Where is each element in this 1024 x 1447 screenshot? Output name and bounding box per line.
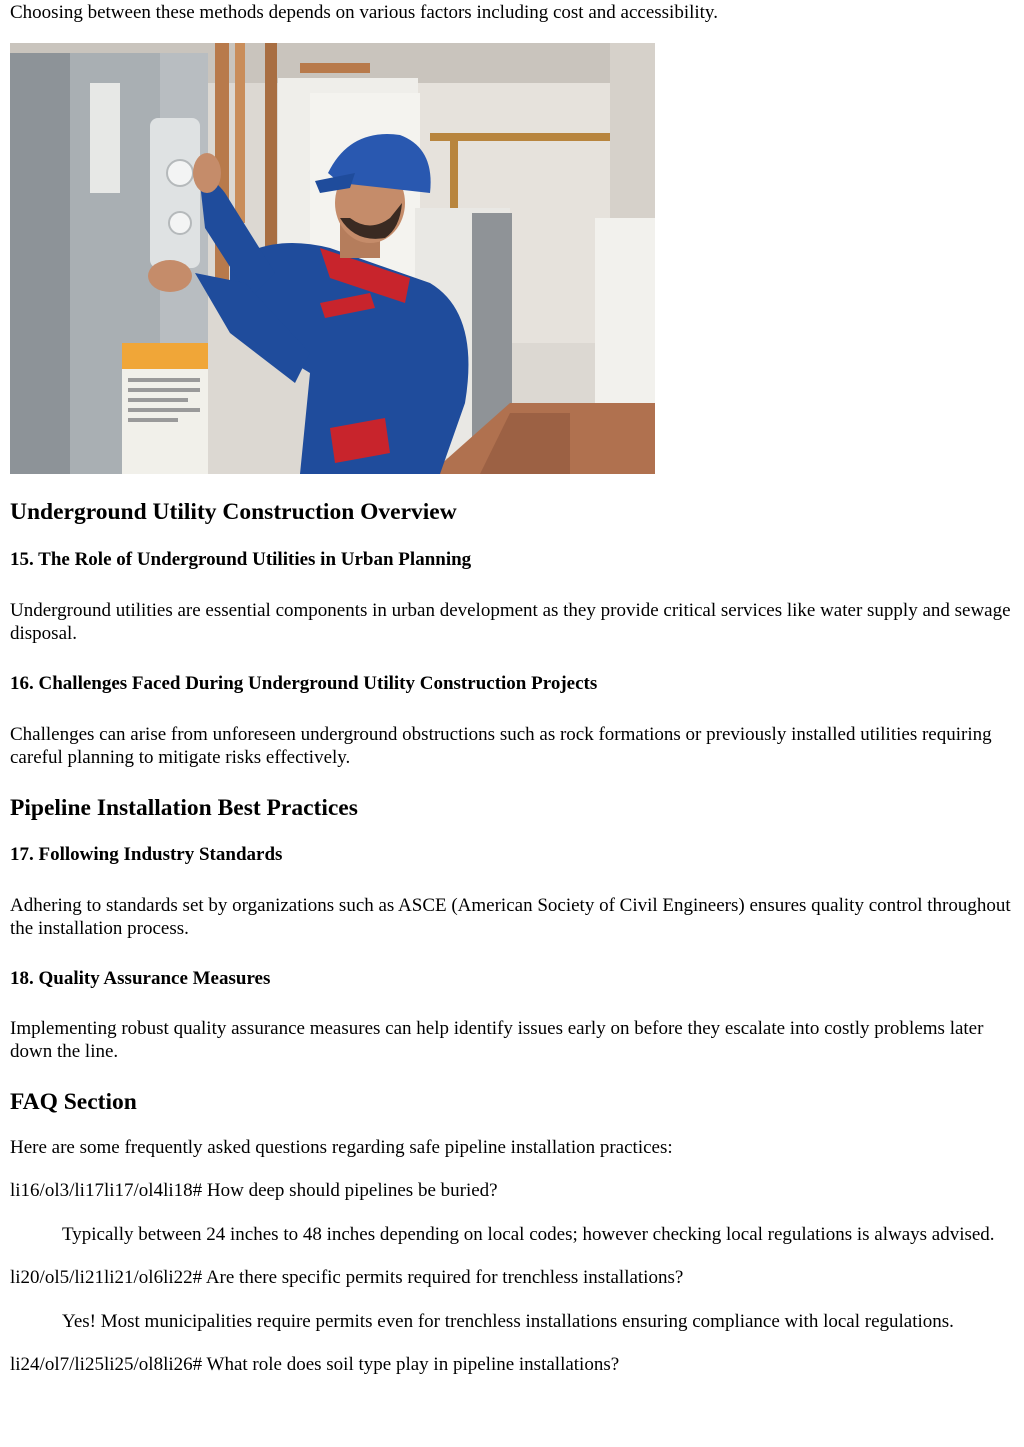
technician-water-heater-illustration [10,43,655,474]
subsection-title-18: 18. Quality Assurance Measures [10,968,271,989]
subsection-title-15: 15. The Role of Underground Utilities in Urban Planning [10,549,472,570]
section-heading-underground: Underground Utility Construction Overview [10,499,457,525]
article-content [0,1,1024,1376]
faq-intro: Here are some frequently asked questions regarding safe pipeline installation practices: [10,1137,673,1158]
faq-answer-2: Yes! Most municipalities require permits even for trenchless installations ensuring compliance with local regulations. [62,1311,954,1332]
hero-image [10,43,655,474]
faq-question-2: li20/ol5/li21li21/ol6li22# Are there specific permits required for trenchless installations? [10,1267,684,1288]
section-heading-faq: FAQ Section [10,1089,137,1115]
subsection-body-17: Adhering to standards set by organizations such as ASCE (American Society of Civil Engineers) ensures quality control throughout the installation process. [10,895,1011,939]
faq-question-1: li16/ol3/li17li17/ol4li18# How deep should pipelines be buried? [10,1180,498,1201]
subsection-body-18: Implementing robust quality assurance measures can help identify issues early on before they escalate into costly problems later down the line. [10,1018,984,1062]
faq-question-3: li24/ol7/li25li25/ol8li26# What role does soil type play in pipeline installations? [10,1354,620,1375]
section-heading-pipeline: Pipeline Installation Best Practices [10,795,358,821]
intro-paragraph: Choosing between these methods depends on various factors including cost and accessibility. [10,2,718,23]
subsection-body-15: Underground utilities are essential components in urban development as they provide critical services like water supply and sewage disposal. [10,600,1011,644]
faq-answer-1: Typically between 24 inches to 48 inches depending on local codes; however checking local regulations is always advised. [62,1224,995,1245]
subsection-title-17: 17. Following Industry Standards [10,844,283,865]
subsection-body-16: Challenges can arise from unforeseen underground obstructions such as rock formations or previously installed utilities requiring careful planning to mitigate risks effectively. [10,724,992,768]
subsection-title-16: 16. Challenges Faced During Underground Utility Construction Projects [10,673,598,694]
